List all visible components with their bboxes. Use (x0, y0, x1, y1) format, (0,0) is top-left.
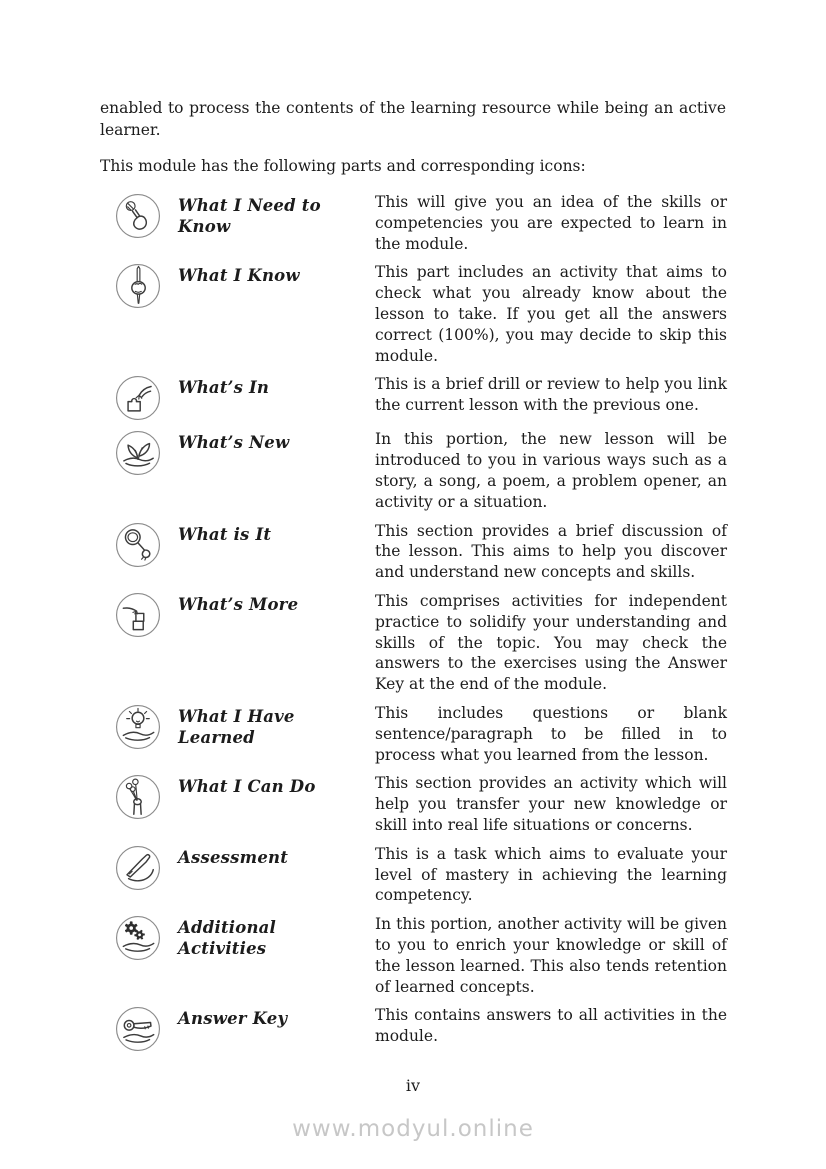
part-description: This will give you an idea of the skills or competencies you are expected to learn in the module. (375, 193, 727, 253)
part-label: What’s In (178, 378, 270, 398)
watermark-text: www.modyul.online (292, 1116, 534, 1142)
hand-holding-puzzle-icon (100, 374, 178, 421)
parts-intro-line: This module has the following parts and corresponding icons: (100, 157, 586, 175)
page-number: iv (405, 1076, 421, 1095)
module-part-row (100, 192, 726, 254)
lightbulb-over-palm-icon (100, 703, 178, 750)
part-label: What’s New (178, 433, 290, 453)
part-description: This part includes an activity that aims to check what you already know about the lesson to take. If you get all the answers correct (100%), you may decide to skip this module. (375, 263, 727, 365)
hand-holding-flowers-icon (100, 773, 178, 820)
part-label: What I Know (178, 266, 300, 286)
part-label: What’s More (178, 594, 299, 614)
module-part-row (100, 429, 726, 512)
module-part-row (100, 521, 726, 583)
module-part-row (100, 844, 726, 906)
module-part-row (100, 773, 726, 835)
part-description: This is a task which aims to evaluate your level of mastery in achieving the learning competency. (375, 844, 727, 905)
module-part-row (100, 591, 726, 695)
hand-writing-pen-icon (100, 844, 178, 891)
part-label: Assessment (178, 847, 289, 867)
part-description: This contains answers to all activities in the module. (375, 1006, 727, 1046)
part-description: This includes questions or blank sentence/paragraph to be filled in to process what you learned from the lesson. (375, 703, 727, 764)
intro-paragraph: enabled to process the contents of the learning resource while being an active learner. (100, 99, 726, 139)
hand-holding-pencil-icon (100, 262, 178, 309)
hand-with-sprout-icon (100, 429, 178, 476)
part-description: In this portion, another activity will be given to you to enrich your knowledge or skill of the lesson learned. This also tends retention of learned concepts. (375, 915, 727, 996)
hand-magnifying-glass-icon (100, 521, 178, 568)
part-description: This section provides a brief discussion of the lesson. This aims to help you discover and understand new concepts and skills. (375, 521, 727, 582)
part-label: What I Need to Know (178, 196, 321, 236)
part-label: Answer Key (178, 1009, 288, 1029)
part-description: This section provides an activity which will help you transfer your new knowledge or skill into real life situations or concerns. (375, 774, 727, 834)
part-label: What is It (178, 524, 272, 544)
module-part-row (100, 1005, 726, 1052)
module-part-row (100, 374, 726, 421)
part-description: This is a brief drill or review to help you link the current lesson with the previous one. (375, 375, 727, 415)
module-parts-list (100, 192, 726, 1052)
part-label: Additional Activities (178, 918, 276, 959)
part-label: What I Can Do (178, 777, 316, 797)
module-part-row (100, 703, 726, 765)
gears-over-palm-icon (100, 914, 178, 961)
module-part-row (100, 914, 726, 997)
hand-pressing-button-icon (100, 192, 178, 239)
module-part-row (100, 262, 726, 366)
hand-stacking-blocks-icon (100, 591, 178, 638)
key-over-palm-icon (100, 1005, 178, 1052)
part-description: This comprises activities for independent practice to solidify your understanding and skills of the topic. You may check the answers to the exercises using the Answer Key at the end of the module. (375, 591, 727, 694)
part-description: In this portion, the new lesson will be introduced to you in various ways such as a story, a song, a poem, a problem opener, an activity or a situation. (375, 430, 727, 511)
part-label: What I Have Learned (178, 706, 295, 747)
